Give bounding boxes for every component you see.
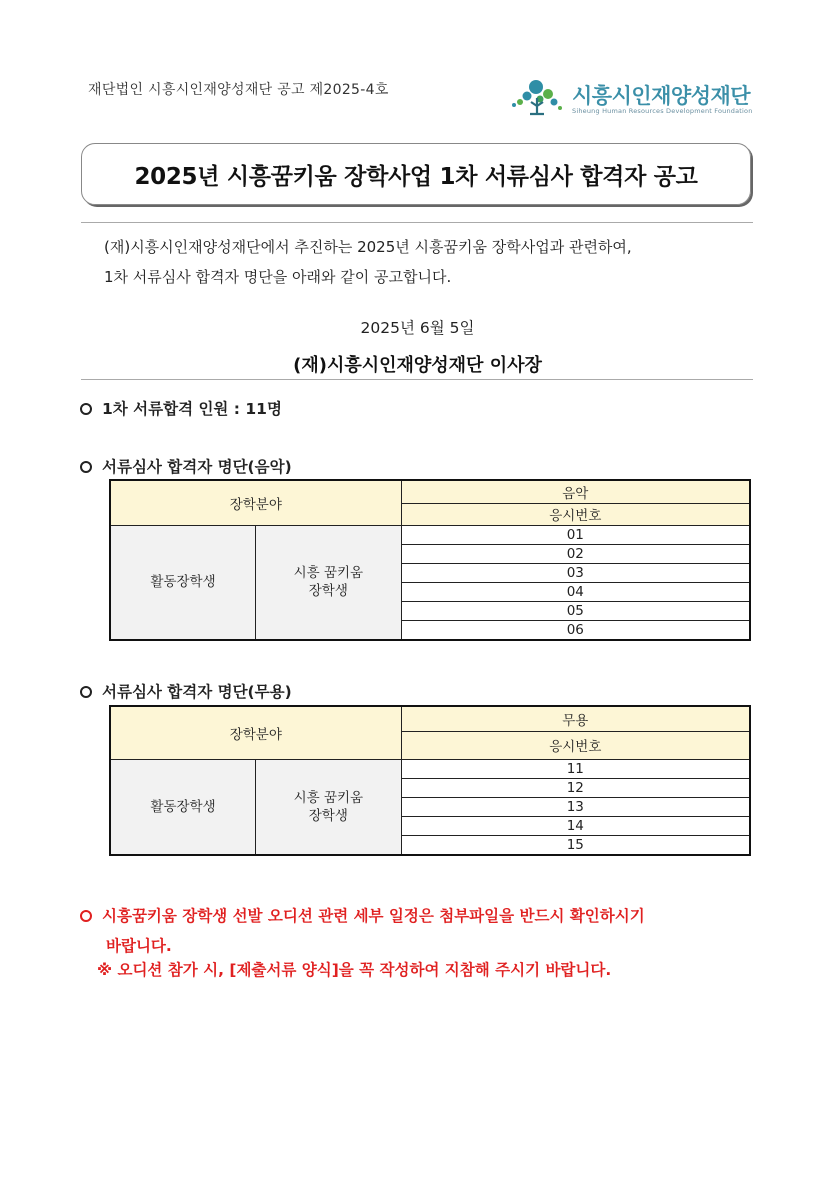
page-title: 2025년 시흥꿈키움 장학사업 1차 서류심사 합격자 공고 (134, 163, 698, 190)
applicant-number: 04 (401, 582, 750, 601)
program-line-1: 시흥 꿈키움 (293, 565, 364, 581)
intro-text (104, 232, 764, 292)
program-line-2: 장학생 (308, 583, 348, 599)
summary-item (80, 397, 282, 419)
applicant-number: 15 (401, 835, 750, 855)
program-cell (256, 759, 402, 855)
section-heading-text: 서류심사 합격자 명단(음악) (102, 458, 292, 476)
audition-notice-line-1: 시흥꿈키움 장학생 선발 오디션 관련 세부 일정은 첨부파일을 반드시 확인하시기 (102, 907, 645, 925)
notice-number: 재단법인 시흥시인재양성재단 공고 제2025-4호 (88, 82, 389, 98)
category-cell: 음악 (401, 480, 750, 503)
announcement-date: 2025년 6월 5일 (360, 319, 475, 337)
divider (81, 222, 753, 223)
applicant-number: 03 (401, 563, 750, 582)
circle-bullet-icon (80, 910, 92, 922)
circle-bullet-icon (80, 461, 92, 473)
results-table-music (109, 479, 751, 641)
applicant-number: 01 (401, 525, 750, 544)
issuer: (재)시흥시인재양성재단 이사장 (293, 355, 542, 376)
program-line-2: 장학생 (308, 807, 348, 824)
section-heading (80, 455, 292, 477)
logo-name: 시흥시인재양성재단 (572, 84, 751, 108)
program-cell (256, 525, 402, 640)
audition-note: ※ 오디션 참가 시, [제출서류 양식]을 꼭 작성하여 지참해 주시기 바랍니다. (97, 961, 612, 979)
applicant-number: 05 (401, 601, 750, 620)
audition-notice-line-2: 바랍니다. (106, 937, 172, 955)
title-box (81, 143, 751, 205)
applicant-number: 13 (401, 797, 750, 816)
id-header-cell: 응시번호 (401, 503, 750, 525)
id-header-cell: 응시번호 (401, 731, 750, 759)
applicant-number: 14 (401, 816, 750, 835)
section-heading-text: 서류심사 합격자 명단(무용) (102, 683, 292, 701)
tree-dots-logo-icon (510, 78, 568, 118)
circle-bullet-icon (80, 403, 92, 415)
intro-line-2: 1차 서류심사 합격자 명단을 아래와 같이 공고합니다. (104, 268, 452, 286)
field-label-cell: 장학분야 (110, 706, 401, 759)
applicant-number: 11 (401, 759, 750, 778)
type-cell: 활동장학생 (110, 525, 256, 640)
applicant-number: 06 (401, 620, 750, 640)
applicant-number: 02 (401, 544, 750, 563)
results-table-dance (109, 705, 751, 856)
audition-notice (80, 901, 770, 961)
circle-bullet-icon (80, 686, 92, 698)
logo-subtitle: Siheung Human Resources Development Foundation (572, 107, 753, 115)
applicant-number: 12 (401, 778, 750, 797)
section-heading (80, 680, 292, 702)
intro-line-1: (재)시흥시인재양성재단에서 추진하는 2025년 시흥꿈키움 장학사업과 관련하여, (104, 238, 632, 256)
summary-text: 1차 서류합격 인원 : 11명 (102, 400, 282, 418)
program-line-1: 시흥 꿈키움 (293, 789, 364, 806)
foundation-logo (510, 78, 753, 120)
field-label-cell: 장학분야 (110, 480, 401, 525)
type-cell: 활동장학생 (110, 759, 256, 855)
divider (81, 379, 753, 380)
category-cell: 무용 (401, 706, 750, 731)
